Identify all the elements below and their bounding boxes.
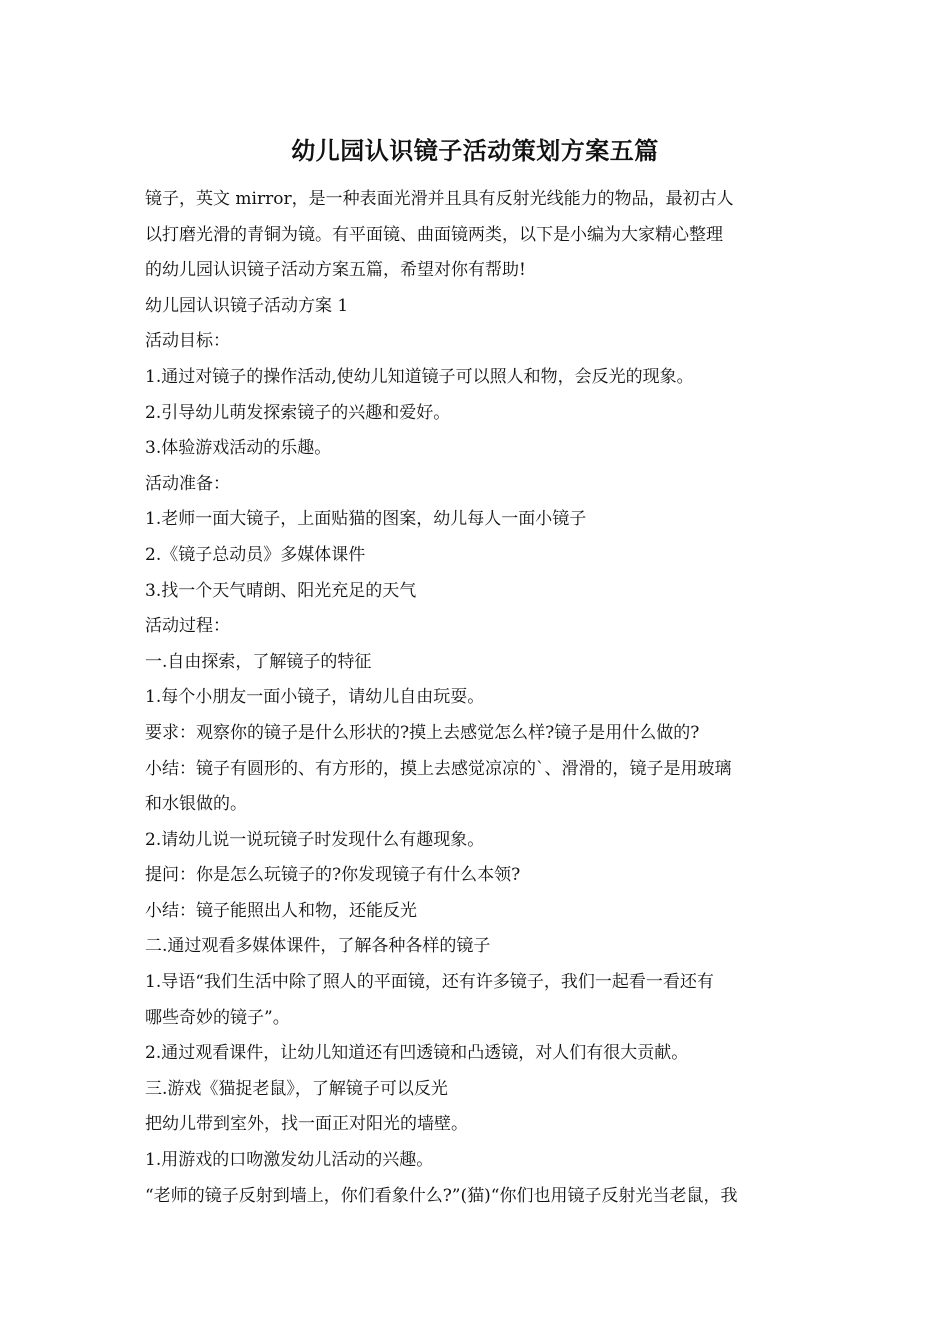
section-heading: 幼儿园认识镜子活动方案 1 [145, 295, 349, 316]
body-line: 哪些奇妙的镜子”。 [145, 1007, 290, 1028]
step-heading: 三.游戏《猫捉老鼠》，了解镜子可以反光 [145, 1078, 448, 1099]
list-item: 1.导语“我们生活中除了照人的平面镜，还有许多镜子，我们一起看一看还有 [145, 972, 714, 993]
body-line: 把幼儿带到室外，找一面正对阳光的墙壁。 [145, 1114, 468, 1135]
body-line: 镜子，英文 mirror，是一种表面光滑并且具有反射光线能力的物品，最初古人 [145, 189, 734, 209]
list-item: 2.请幼儿说一说玩镜子时发现什么有趣现象。 [145, 829, 485, 850]
body-line: 以打磨光滑的青铜为镜。有平面镜、曲面镜两类，以下是小编为大家精心整理 [145, 224, 723, 245]
body-line: 的幼儿园认识镜子活动方案五篇，希望对你有帮助! [145, 260, 526, 281]
body-line: 和水银做的。 [145, 794, 247, 815]
subheading-preparation: 活动准备： [145, 473, 230, 494]
document-body [145, 182, 810, 1214]
body-line: “老师的镜子反射到墙上，你们看象什么?”(猫)“你们也用镜子反射光当老鼠，我 [145, 1185, 738, 1206]
list-item: 3.找一个天气晴朗、阳光充足的天气 [145, 580, 417, 601]
list-item: 1.通过对镜子的操作活动,使幼儿知道镜子可以照人和物，会反光的现象。 [145, 366, 694, 387]
body-line: 小结：镜子能照出人和物，还能反光 [145, 900, 417, 921]
body-line: 小结：镜子有圆形的、有方形的，摸上去感觉凉凉的`、滑滑的，镜子是用玻璃 [145, 758, 732, 779]
subheading-process: 活动过程： [145, 616, 230, 637]
list-item: 1.老师一面大镜子，上面贴猫的图案，幼儿每人一面小镜子 [145, 509, 587, 530]
list-item: 2.引导幼儿萌发探索镜子的兴趣和爱好。 [145, 402, 451, 423]
body-line: 要求：观察你的镜子是什么形状的?摸上去感觉怎么样?镜子是用什么做的? [145, 722, 700, 743]
subheading-goals: 活动目标： [145, 331, 230, 352]
list-item: 3.体验游戏活动的乐趣。 [145, 438, 332, 459]
list-item: 2.《镜子总动员》多媒体课件 [145, 544, 366, 565]
document-title: 幼儿园认识镜子活动策划方案五篇 [291, 136, 659, 165]
list-item: 2.通过观看课件，让幼儿知道还有凹透镜和凸透镜，对人们有很大贡献。 [145, 1043, 689, 1064]
step-heading: 二.通过观看多媒体课件，了解各种各样的镜子 [145, 936, 491, 957]
list-item: 1.每个小朋友一面小镜子，请幼儿自由玩耍。 [145, 687, 485, 708]
step-heading: 一.自由探索，了解镜子的特征 [145, 651, 372, 672]
list-item: 1.用游戏的口吻激发幼儿活动的兴趣。 [145, 1150, 434, 1171]
body-line: 提问：你是怎么玩镜子的?你发现镜子有什么本领? [145, 865, 521, 886]
